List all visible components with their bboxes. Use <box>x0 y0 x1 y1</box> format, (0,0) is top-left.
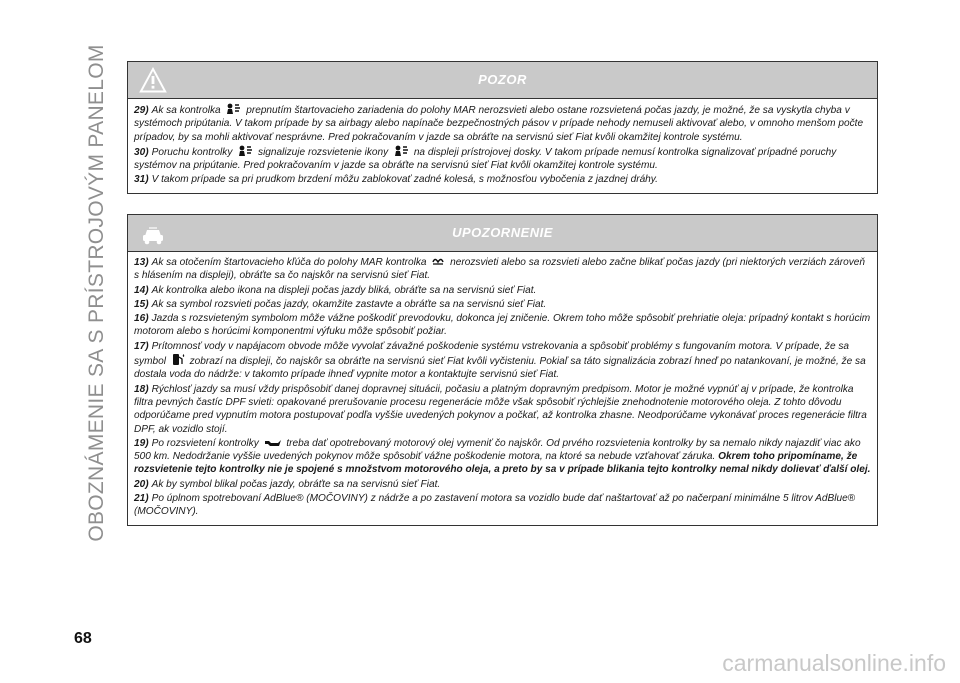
pozor-item-29 <box>134 103 871 144</box>
item-text: Po úplnom spotrebovaní AdBlue® (MOČOVINY) z nádrže a po zastavení motora sa vozidlo bude dať naštartovať až po načerpaní minimálne 5 litrov AdBlue® (MOČOVINY). <box>134 493 856 518</box>
pozor-body <box>128 99 877 193</box>
glow-plug-warning-icon <box>237 145 253 157</box>
upozornenie-item-19 <box>134 437 871 477</box>
item-text: Ak by symbol blikal počas jazdy, obráťte sa na servisnú sieť Fiat. <box>151 478 441 490</box>
upozornenie-item-15 <box>134 298 871 311</box>
water-in-fuel-icon <box>171 353 185 366</box>
oil-change-icon <box>264 438 282 448</box>
item-text: signalizuje rozsvietenie ikony <box>258 146 389 158</box>
item-text: na displeji prístrojovej dosky. V takom prípade nemusí kontrolka signalizovať prípadné poruchy systémov na pripútanie. Pred pokračovaním v jazde sa obráťte na servisnú sieť Fiat kvôli okamžitej kontrole systému. <box>134 146 837 172</box>
item-number: 16) <box>134 313 149 325</box>
pozor-box <box>127 61 878 194</box>
item-number: 13) <box>134 257 149 268</box>
upozornenie-item-13 <box>134 256 871 283</box>
glow-plug-warning-icon <box>393 145 409 157</box>
upozornenie-item-18 <box>134 383 871 436</box>
page-number: 68 <box>74 630 92 647</box>
item-text: treba dať opotrebovaný motorový olej vymeniť čo najskôr. Od prvého rozsvietenia kontrolky by sa nemalo nikdy najazdiť viac ako 500 km. Nedodržanie vyššie uvedených pokynov môže spôsobiť vážne poškodenie motora, na ktoré sa nebude vzťahovať záruka. <box>134 437 861 463</box>
item-number: 21) <box>134 493 149 505</box>
upozornenie-item-21 <box>134 492 871 519</box>
upozornenie-header <box>128 215 877 252</box>
pozor-item-31 <box>134 173 871 186</box>
item-number: 15) <box>134 298 149 310</box>
pozor-item-30 <box>134 145 871 173</box>
upozornenie-body <box>128 252 877 525</box>
item-text: Ak sa kontrolka <box>151 105 221 116</box>
item-bold-text: Okrem toho pripomíname, že rozsvietenie tejto kontrolky nie je spojené s množstvom motorového oleja, a preto by sa v prípade blikania tejto kontrolky nemal nikdy dolievať ďalší olej. <box>134 451 871 476</box>
item-number: 19) <box>134 437 149 449</box>
item-number: 31) <box>134 174 149 186</box>
item-text: Poruchu kontrolky <box>151 146 233 158</box>
upozornenie-item-20 <box>134 478 871 491</box>
item-text: Ak kontrolka alebo ikona na displeji počas jazdy bliká, obráťte sa na servisnú sieť Fiat. <box>151 284 537 296</box>
item-text: Ak sa otočením štartovacieho kľúča do polohy MAR kontrolka <box>151 257 427 268</box>
item-text: V takom prípade sa pri prudkom brzdení môžu zablokovať zadné kolesá, s možnosťou vybočenia z jazdnej dráhy. <box>151 174 658 186</box>
item-number: 14) <box>134 284 149 296</box>
item-number: 29) <box>134 105 149 116</box>
item-number: 20) <box>134 478 149 490</box>
item-number: 30) <box>134 146 149 158</box>
item-text: Ak sa symbol rozsvieti počas jazdy, okamžite zastavte a obráťte sa na servisnú sieť Fiat. <box>151 298 547 310</box>
glow-plug-icon <box>431 256 445 267</box>
item-number: 17) <box>134 340 149 352</box>
upozornenie-item-16 <box>134 312 871 339</box>
upozornenie-box <box>127 214 878 526</box>
pozor-title: POZOR <box>478 72 527 87</box>
upozornenie-item-17 <box>134 340 871 382</box>
item-text: prepnutím štartovacieho zariadenia do polohy MAR nerozsvieti alebo ostane rozsvietená počas jazdy, je možné, že sa vyskytla chyba v systémoch pripútania. V takom prípade by sa airbagy alebo napínače bezpečnostných pásov v prípade nehody nemuseli aktivovať alebo, v omnoho menšom počte prípadov, by sa mohli aktivovať nesprávne. Pred pokračovaním v jazde sa obráťte na servisnú sieť Fiat kvôli okamžitej kontrole systému. <box>134 105 864 143</box>
side-chapter-title <box>82 44 112 542</box>
item-text: zobrazí na displeji, čo najskôr sa obráťte na servisnú sieť Fiat kvôli vyčisteniu. Pokiaľ sa táto signalizácia zobrazí hneď po natankovaní, je možné, že sa dostala voda do nádrže: v takomto prípade ihneď vypnite motor a kontaktujte servisnú sieť Fiat. <box>134 356 866 381</box>
upozornenie-item-14 <box>134 284 871 297</box>
item-text: nerozsvieti alebo sa rozsvieti alebo začne blikať počas jazdy (pri niektorých verziách zároveň s hlásením na displeji), obráťte sa čo najskôr na servisnú sieť Fiat. <box>134 257 865 282</box>
item-text: Jazda s rozsvieteným symbolom môže vážne poškodiť prevodovku, dokonca jej zničenie. Okrem toho môže spôsobiť prehriatie oleja: prípadný kontakt s horúcim motorom alebo s horúcimi komponentmi výfuku môže spôsobiť požiar. <box>134 313 871 338</box>
side-chapter-title-text: OBOZNÁMENIE SA S PRÍSTROJOVÝM PANELOM <box>85 44 108 542</box>
item-text: Prítomnosť vody v napájacom obvode môže vyvolať závažné poškodenie systému vstrekovania a spôsobiť problémy s fungovaním motora. V prípade, že sa symbol <box>134 340 850 368</box>
pozor-header <box>128 62 877 99</box>
item-text: Po rozsvietení kontrolky <box>151 437 259 449</box>
item-number: 18) <box>134 383 149 395</box>
watermark: carmanualsonline.info <box>722 650 946 676</box>
upozornenie-title: UPOZORNENIE <box>452 225 553 240</box>
glow-plug-warning-icon <box>225 103 241 115</box>
item-text: Rýchlosť jazdy sa musí vždy prispôsobiť danej dopravnej situácii, počasiu a platným dopravným predpisom. Motor je možné vypnúť aj v prípade, že kontrolka filtra pevných častíc DPF svieti: opakované prerušovanie procesu regenerácie môže však spôsobiť rýchlejšie znehodnotenie motorového oleja. Z tohto dôvodu odporúčame pred vypnutím motora postupovať podľa vyššie uvedených pokynov a počkať, až kontrolka zhasne. Neodporúčame vykonávať proces regenerácie filtra DPF, ak vozidlo stojí. <box>134 383 867 435</box>
